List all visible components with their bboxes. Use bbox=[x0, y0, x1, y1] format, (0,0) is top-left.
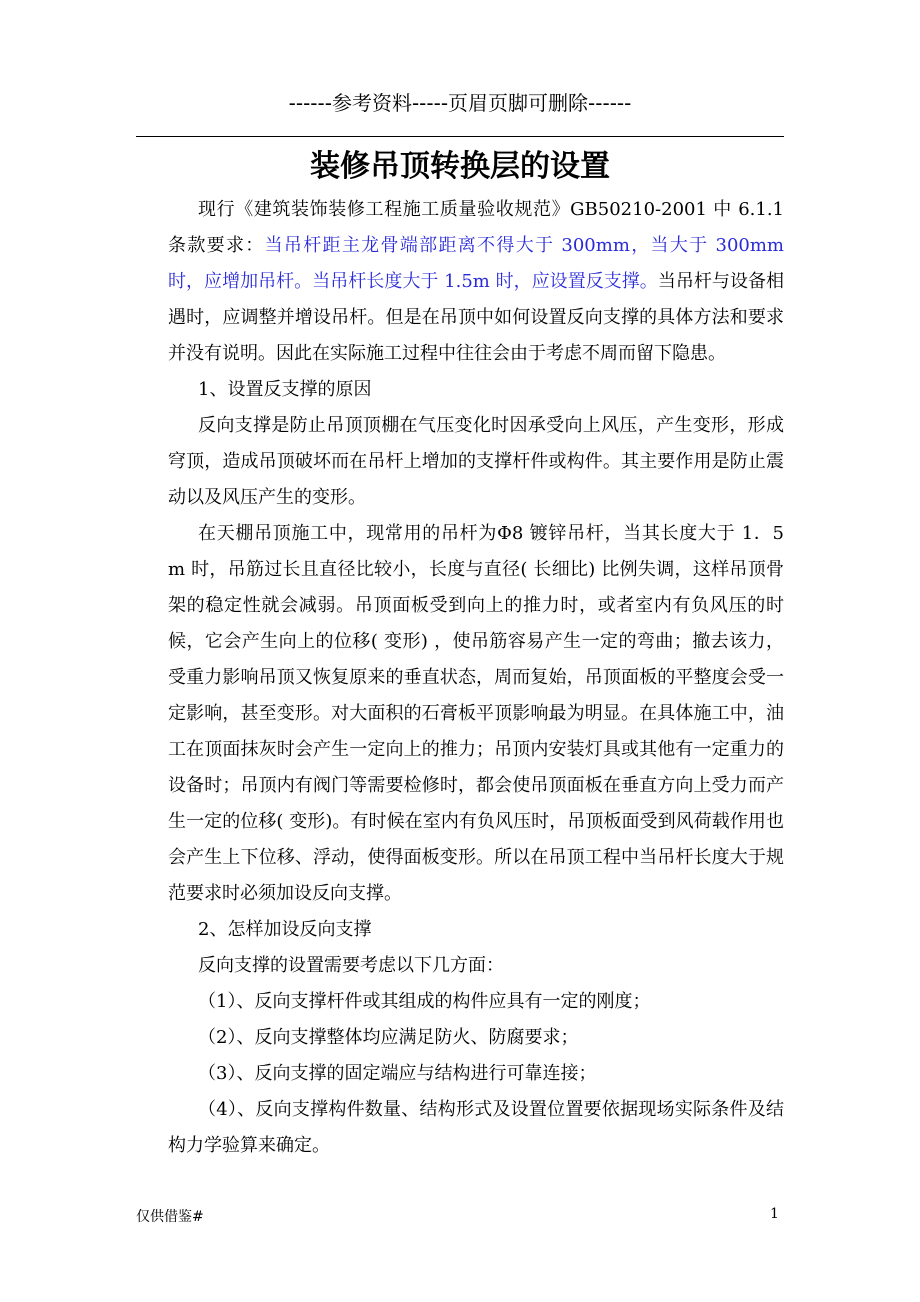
document-title: 装修吊顶转换层的设置 bbox=[310, 149, 610, 184]
intro-paragraph bbox=[168, 192, 784, 372]
footer-note: 仅供借鉴# bbox=[136, 1209, 204, 1225]
section1-heading: 1、设置反支撑的原因 bbox=[198, 379, 372, 400]
section2-intro: 反向支撑的设置需要考虑以下几方面： bbox=[198, 955, 504, 976]
list-item: （1）、反向支撑杆件或其组成的构件应具有一定的刚度； bbox=[198, 991, 651, 1012]
list-item: （3）、反向支撑的固定端应与结构进行可靠连接； bbox=[198, 1063, 597, 1084]
intro-lead: 现行《建筑装饰装修工程施工质量验收规范》GB50210-2001 中 6.1.1 条款要求： bbox=[168, 199, 784, 256]
page-number: 1 bbox=[770, 1206, 779, 1222]
intro-highlight: 当吊杆距主龙骨端部距离不得大于 300mm，当大于 300mm 时，应增加吊杆。当吊杆长度大于 1.5m 时，应设置反支撑。 bbox=[168, 235, 784, 292]
section1-paragraph-2: 在天棚吊顶施工中，现常用的吊杆为Φ8 镀锌吊杆，当其长度大于 1．5 m 时，吊筋过长且直径比较小，长度与直径( 长细比) 比例失调，这样吊顶骨架的稳定性就会减弱。吊顶面板受到向上的推力时，或者室内有负风压的时候，它会产生向上的位移( 变形) ，使吊筋容易产生一定的弯曲；撤去该力，受重力影响吊顶又恢复原来的垂直状态，周而复始，吊顶面板的平整度会受一定影响，甚至变形。对大面积的石膏板平顶影响最为明显。在具体施工中，油工在顶面抹灰时会产生一定向上的推力；吊顶内安装灯具或其他有一定重力的设备时；吊顶内有阀门等需要检修时，都会使吊顶面板在垂直方向上受力而产生一定的位移( 变形)。有时候在室内有负风压时，吊顶板面受到风荷载作用也会产生上下位移、浮动，使得面板变形。所以在吊顶工程中当吊杆长度大于规范要求时必须加设反向支撑。 bbox=[168, 523, 784, 904]
list-item: （2）、反向支撑整体均应满足防火、防腐要求； bbox=[198, 1027, 579, 1048]
section2-heading: 2、怎样加设反向支撑 bbox=[198, 919, 372, 940]
document-body bbox=[168, 192, 784, 1164]
page-header: ------参考资料-----页眉页脚可删除------ bbox=[288, 91, 632, 115]
header-divider bbox=[136, 136, 784, 137]
section1-paragraph-1: 反向支撑是防止吊顶顶棚在气压变化时因承受向上风压，产生变形，形成穹顶，造成吊顶破坏而在吊杆上增加的支撑杆件或构件。其主要作用是防止震动以及风压产生的变形。 bbox=[168, 415, 784, 508]
list-item: （4）、反向支撑构件数量、结构形式及设置位置要依据现场实际条件及结构力学验算来确定。 bbox=[168, 1099, 784, 1156]
intro-tail: 当吊杆与设备相遇时，应调整并增设吊杆。但是在吊顶中如何设置反向支撑的具体方法和要求并没有说明。因此在实际施工过程中往往会由于考虑不周而留下隐患。 bbox=[168, 271, 785, 364]
